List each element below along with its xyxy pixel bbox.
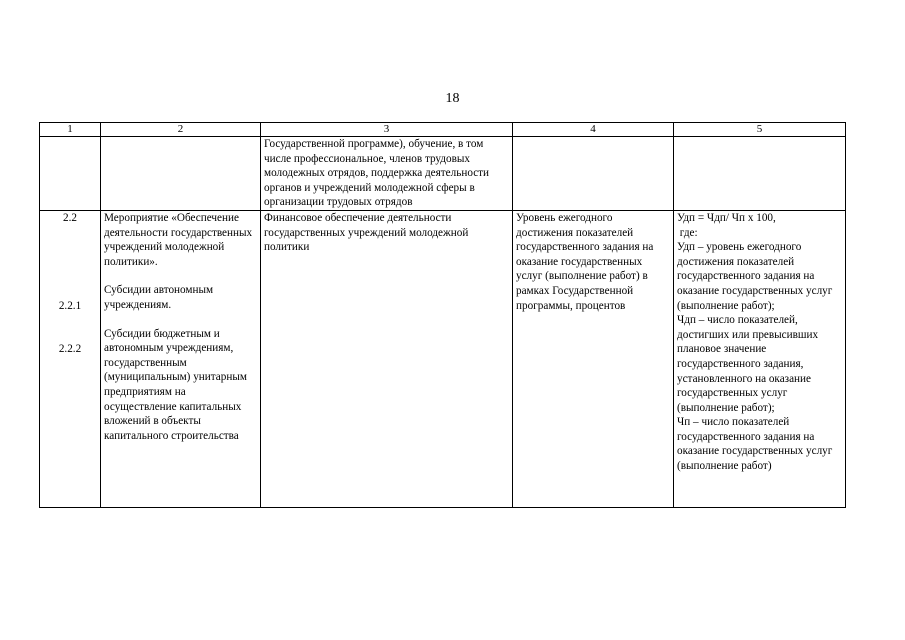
formula-line: Удп = Чдп/ Чп х 100, [677, 211, 776, 224]
page-number: 18 [445, 91, 460, 106]
header-cell-2: 2 [101, 123, 261, 137]
indicators-table [39, 122, 846, 508]
formula-line: Чдп – число показателей, достигших или превысивших плановое значение государственного задания, установленного на оказание государственных услуг (выполнение работ); [677, 314, 819, 414]
table-row-continuation [40, 137, 846, 211]
table-row-2-2 [40, 210, 846, 507]
measure-description: Финансовое обеспечение деятельности государственных учреждений молодежной политики [261, 210, 513, 507]
header-cell-3: 3 [261, 123, 513, 137]
empty-cell [40, 137, 101, 211]
indicator-name: Уровень ежегодного достижения показателей государственного задания на оказание государственных услуг (выполнение работ) в рамках Государственной программы, процентов [513, 210, 674, 507]
empty-cell [513, 137, 674, 211]
header-cell-4: 4 [513, 123, 674, 137]
item-number: 2.2 [63, 211, 77, 224]
indicator-formula-cell [674, 210, 846, 507]
item-number: 2.2.2 [58, 343, 82, 356]
empty-cell [101, 137, 261, 211]
empty-cell [674, 137, 846, 211]
item-descriptions-cell [101, 210, 261, 507]
continuation-text: Государственной программе), обучение, в том числе профессиональное, членов трудовых молодежных отрядов, поддержка деятельности органов и учреждений молодежной сферы в организации трудовых отрядов [261, 137, 513, 211]
formula-line: где: [677, 226, 698, 239]
item-description: Мероприятие «Обеспечение деятельности государственных учреждений молодежной политики». [104, 211, 253, 268]
header-cell-1: 1 [40, 123, 101, 137]
table-header-row [40, 123, 846, 137]
item-description: Субсидии автономным учреждениям. [104, 284, 214, 311]
formula-line: Удп – уровень ежегодного достижения показателей государственного задания на оказание государственных услуг (выполнение работ); [677, 241, 833, 312]
item-description: Субсидии бюджетным и автономным учреждениям, государственным (муниципальным) унитарным предприятиям на осуществление капитальных вложений в объекты капитального строительства [104, 327, 247, 442]
item-numbers-cell [40, 210, 101, 507]
item-number: 2.2.1 [58, 299, 82, 312]
header-cell-5: 5 [674, 123, 846, 137]
formula-line: Чп – число показателей государственного задания на оказание государственных услуг (выполнение работ) [677, 416, 833, 473]
